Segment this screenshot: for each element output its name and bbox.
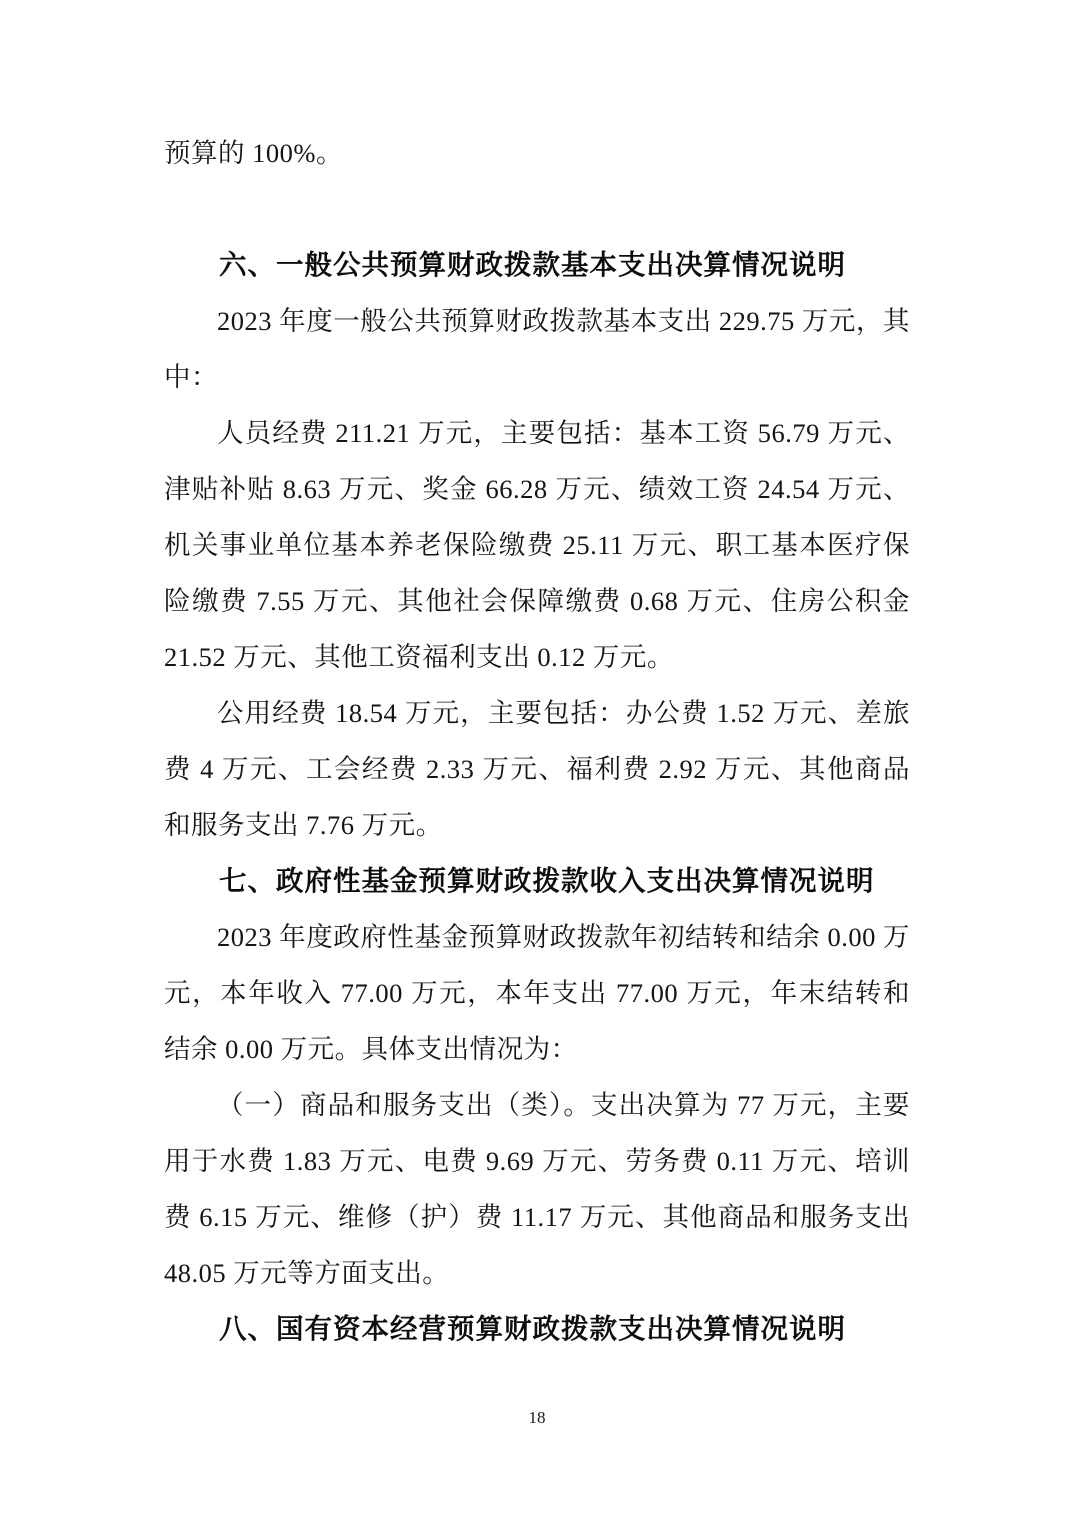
document-body <box>164 125 910 1357</box>
paragraph-government-fund-summary: 2023 年度政府性基金预算财政拨款年初结转和结余 0.00 万元，本年收入 77.00 万元，本年支出 77.00 万元，年末结转和结余 0.00 万元。具体支出情况为： <box>164 922 910 1064</box>
paragraph-basic-expenditure-total: 2023 年度一般公共预算财政拨款基本支出 229.75 万元，其中： <box>164 306 910 392</box>
paragraph-personnel-expenses: 人员经费 211.21 万元，主要包括：基本工资 56.79 万元、津贴补贴 8.63 万元、奖金 66.28 万元、绩效工资 24.54 万元、机关事业单位基本养老保险缴费 25.11 万元、职工基本医疗保险缴费 7.55 万元、其他社会保障缴费 0.68 万元、住房公积金 21.52 万元、其他工资福利支出 0.12 万元。 <box>164 418 910 672</box>
paragraph-goods-services-expenditure: （一）商品和服务支出（类）。支出决算为 77 万元，主要用于水费 1.83 万元、电费 9.69 万元、劳务费 0.11 万元、培训费 6.15 万元、维修（护）费 11.17 万元、其他商品和服务支出 48.05 万元等方面支出。 <box>164 1090 910 1288</box>
page-number: 18 <box>528 1408 546 1427</box>
section-heading-6: 六、一般公共预算财政拨款基本支出决算情况说明 <box>219 249 846 280</box>
paragraph-public-expenses: 公用经费 18.54 万元，主要包括：办公费 1.52 万元、差旅费 4 万元、工会经费 2.33 万元、福利费 2.92 万元、其他商品和服务支出 7.76 万元。 <box>164 698 910 840</box>
section-heading-7: 七、政府性基金预算财政拨款收入支出决算情况说明 <box>219 865 875 896</box>
blank-line <box>164 181 910 237</box>
paragraph-continuation: 预算的 100%。 <box>164 138 343 168</box>
section-heading-8: 八、国有资本经营预算财政拨款支出决算情况说明 <box>219 1313 846 1344</box>
